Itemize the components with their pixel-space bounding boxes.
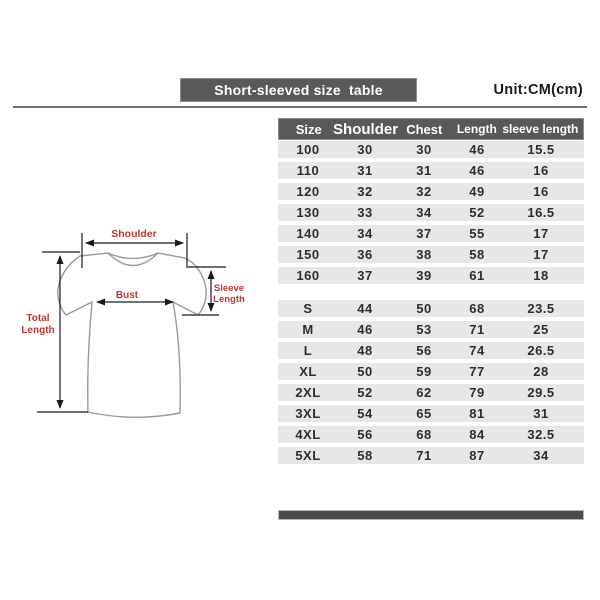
value-cell: 52: [469, 205, 485, 220]
table-row: [278, 384, 584, 401]
value-cell: 26.5: [527, 343, 555, 358]
value-cell: 34: [357, 226, 373, 241]
value-cell: 56: [357, 427, 373, 442]
size-cell: S: [303, 301, 313, 316]
page-title: Short-sleeved size table: [214, 82, 383, 98]
table-row: [278, 342, 584, 359]
column-header-size: Size: [295, 121, 322, 137]
tshirt-measurement-diagram: [10, 225, 260, 425]
value-cell: 77: [469, 364, 485, 379]
value-cell: 65: [416, 406, 432, 421]
unit-label: Unit:CM(cm): [493, 82, 583, 98]
table-row: [278, 363, 584, 380]
size-cell: 2XL: [295, 385, 321, 400]
tshirt-outline: [58, 253, 206, 417]
size-cell: 160: [296, 268, 320, 283]
value-cell: 31: [533, 406, 549, 421]
table-row: [278, 321, 584, 338]
value-cell: 30: [357, 142, 373, 157]
bust-label: Bust: [115, 290, 139, 301]
table-row: [278, 246, 584, 263]
value-cell: 25: [533, 322, 549, 337]
title-bar: [180, 78, 417, 102]
value-cell: 58: [357, 448, 373, 463]
column-header-shoulder: Shoulder: [333, 120, 399, 138]
size-cell: XL: [299, 364, 317, 379]
value-cell: 39: [416, 268, 432, 283]
value-cell: 84: [469, 427, 485, 442]
value-cell: 16: [533, 184, 549, 199]
value-cell: 53: [416, 322, 432, 337]
size-cell: 150: [296, 247, 320, 262]
value-cell: 79: [469, 385, 485, 400]
value-cell: 33: [357, 205, 373, 220]
table-row: [278, 300, 584, 317]
value-cell: 28: [533, 364, 549, 379]
table-row: [278, 426, 584, 443]
header-divider: [13, 106, 587, 108]
size-cell: 130: [296, 205, 320, 220]
size-table: [278, 118, 584, 464]
value-cell: 34: [416, 205, 432, 220]
size-cell: 100: [296, 142, 320, 157]
value-cell: 17: [533, 247, 549, 262]
value-cell: 58: [469, 247, 485, 262]
shoulder-label: Shoulder: [111, 228, 157, 240]
value-cell: 46: [469, 163, 485, 178]
value-cell: 55: [469, 226, 485, 241]
value-cell: 52: [357, 385, 373, 400]
size-cell: 4XL: [295, 427, 321, 442]
value-cell: 23.5: [527, 301, 555, 316]
value-cell: 81: [469, 406, 485, 421]
size-cell: 120: [296, 184, 320, 199]
value-cell: 31: [416, 163, 432, 178]
table-row: [278, 183, 584, 200]
table-row: [278, 204, 584, 221]
value-cell: 36: [357, 247, 373, 262]
size-cell: 5XL: [295, 448, 321, 463]
total-length-label-line2: Length: [21, 325, 55, 336]
table-header-row: [278, 118, 584, 140]
value-cell: 30: [416, 142, 432, 157]
size-cell: 140: [296, 226, 320, 241]
value-cell: 34: [533, 448, 549, 463]
value-cell: 62: [416, 385, 432, 400]
value-cell: 68: [469, 301, 485, 316]
value-cell: 44: [357, 301, 373, 316]
value-cell: 17: [533, 226, 549, 241]
value-cell: 16: [533, 163, 549, 178]
value-cell: 37: [416, 226, 432, 241]
value-cell: 61: [469, 268, 485, 283]
table-bottom-bar: [278, 510, 584, 520]
sleeve-length-label-line1: Sleeve: [213, 283, 245, 294]
table-row: [278, 225, 584, 242]
table-row: [278, 162, 584, 179]
size-cell: M: [302, 322, 314, 337]
value-cell: 29.5: [527, 385, 555, 400]
value-cell: 48: [357, 343, 373, 358]
value-cell: 59: [416, 364, 432, 379]
value-cell: 50: [416, 301, 432, 316]
value-cell: 32: [416, 184, 432, 199]
table-section-1: [278, 141, 584, 284]
value-cell: 32.5: [527, 427, 555, 442]
value-cell: 31: [357, 163, 373, 178]
value-cell: 56: [416, 343, 432, 358]
sleeve-length-label-line2: Length: [213, 294, 245, 305]
table-row: [278, 447, 584, 464]
value-cell: 49: [469, 184, 485, 199]
value-cell: 54: [357, 406, 373, 421]
value-cell: 18: [533, 268, 549, 283]
table-row: [278, 405, 584, 422]
value-cell: 37: [357, 268, 373, 283]
value-cell: 50: [357, 364, 373, 379]
value-cell: 71: [416, 448, 432, 463]
value-cell: 38: [416, 247, 432, 262]
value-cell: 87: [469, 448, 485, 463]
column-header-chest: Chest: [406, 121, 443, 137]
total-length-label-line1: Total: [26, 313, 50, 324]
value-cell: 46: [469, 142, 485, 157]
table-row: [278, 267, 584, 284]
size-cell: 110: [296, 163, 320, 178]
value-cell: 32: [357, 184, 373, 199]
table-row: [278, 141, 584, 158]
size-table-body: [278, 141, 584, 464]
value-cell: 15.5: [527, 142, 555, 157]
value-cell: 16.5: [527, 205, 555, 220]
value-cell: 68: [416, 427, 432, 442]
value-cell: 46: [357, 322, 373, 337]
value-cell: 74: [469, 343, 485, 358]
size-cell: 3XL: [295, 406, 321, 421]
column-header-length: Length: [456, 122, 497, 136]
size-cell: L: [303, 343, 313, 358]
table-section-2: [278, 300, 584, 464]
value-cell: 71: [469, 322, 485, 337]
column-header-sleeve-length: sleeve length: [502, 122, 579, 136]
